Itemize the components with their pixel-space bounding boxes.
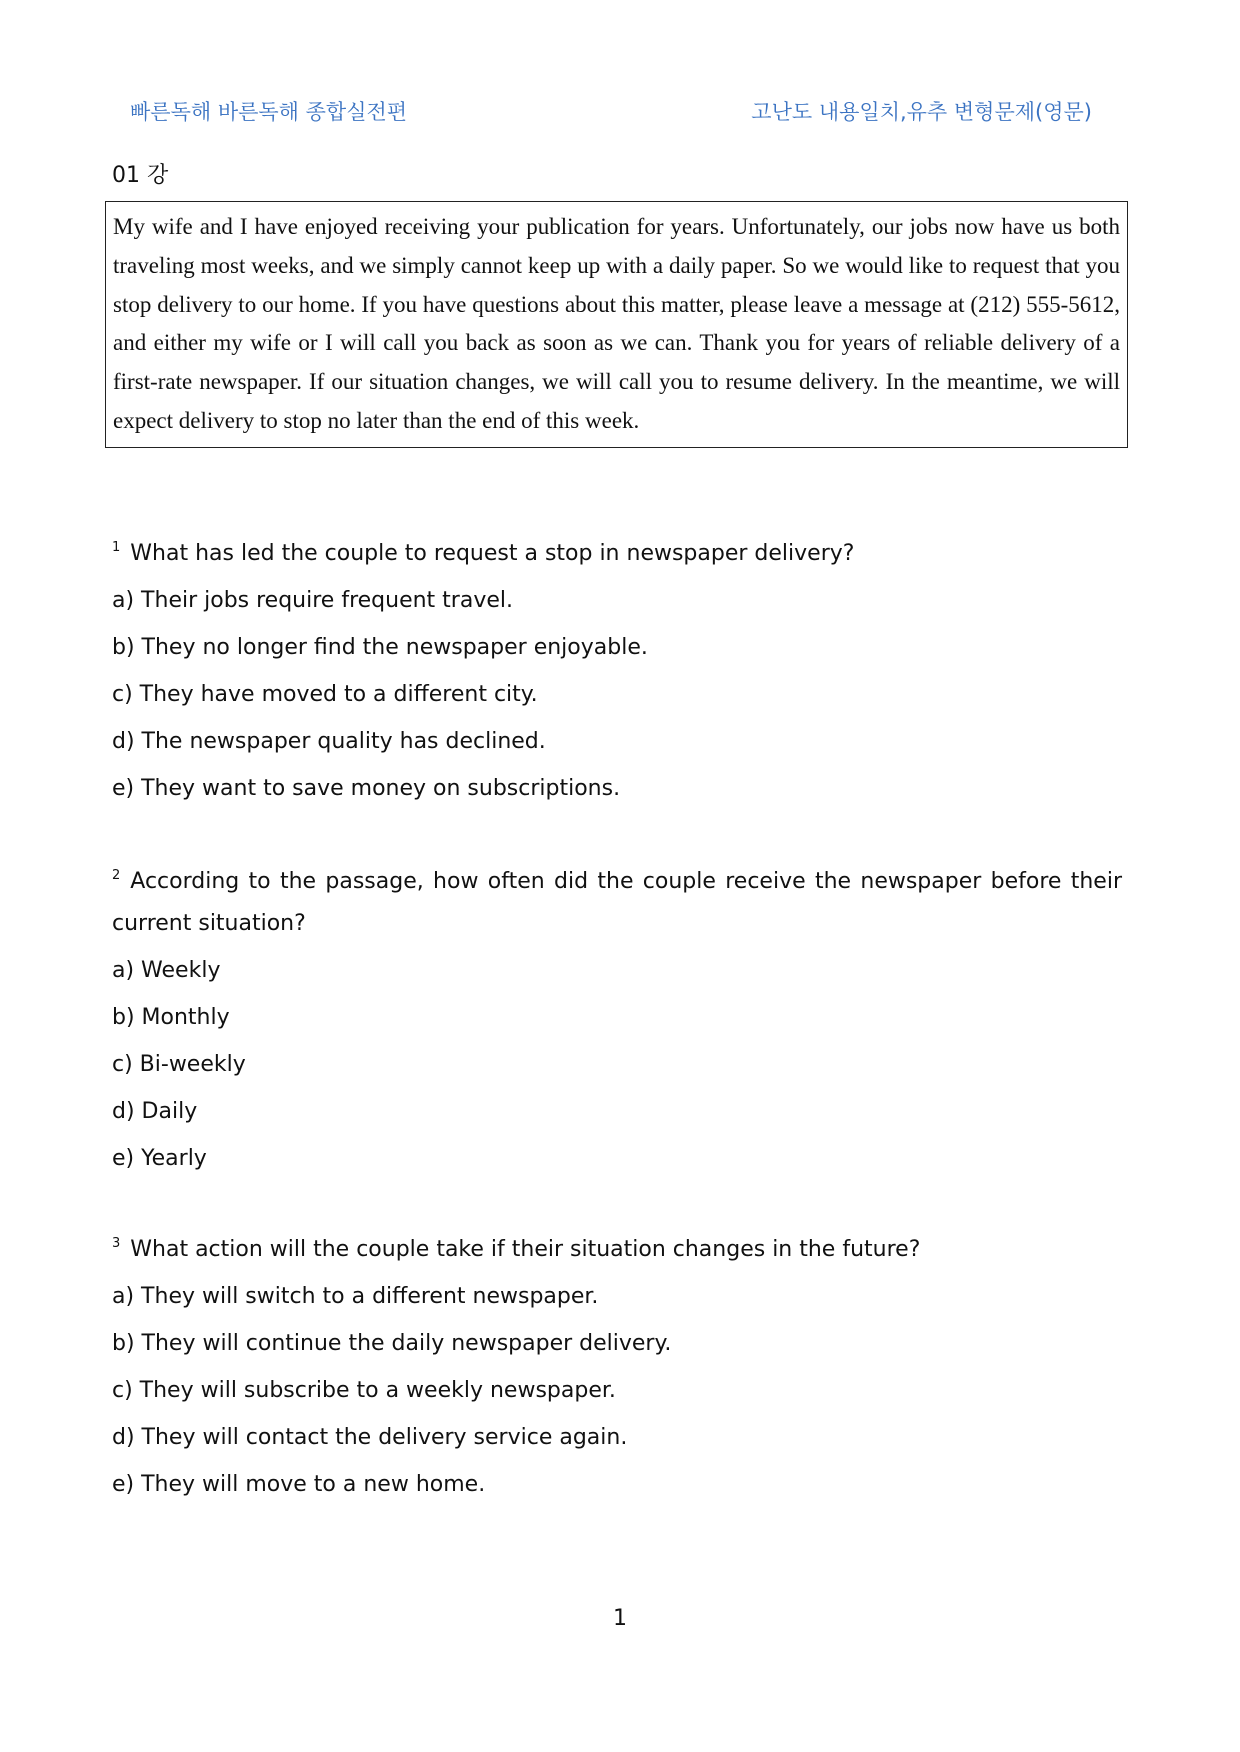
page-header [130, 96, 1110, 130]
option-d[interactable]: d) Daily [112, 1099, 198, 1124]
question-stem [112, 861, 1122, 945]
question-2 [112, 861, 1122, 1185]
option-e[interactable]: e) Yearly [112, 1146, 207, 1171]
option-a[interactable]: a) They will switch to a different newspaper. [112, 1284, 599, 1309]
question-stem [112, 1229, 1122, 1271]
question-number: 2 [112, 868, 121, 883]
question-text: What action will the couple take if their situation changes in the future? [130, 1237, 921, 1262]
question-text: What has led the couple to request a stop in newspaper delivery? [130, 541, 855, 566]
page-number: 1 [613, 1606, 627, 1631]
option-list [112, 580, 1122, 815]
option-b[interactable]: b) They will continue the daily newspaper delivery. [112, 1331, 672, 1356]
question-1 [112, 533, 1122, 815]
option-d[interactable]: d) The newspaper quality has declined. [112, 729, 546, 754]
lesson-title: 01 강 [112, 163, 169, 188]
option-e[interactable]: e) They will move to a new home. [112, 1472, 486, 1497]
option-c[interactable]: c) They will subscribe to a weekly newspaper. [112, 1378, 616, 1403]
question-number: 3 [112, 1236, 121, 1251]
question-stem [112, 533, 1122, 575]
header-section-title: 고난도 내용일치,유추 변형문제(영문) [751, 100, 1092, 124]
question-number: 1 [112, 540, 121, 555]
header-book-title: 빠른독해 바른독해 종합실전편 [130, 100, 408, 124]
option-c[interactable]: c) Bi-weekly [112, 1052, 246, 1077]
passage-box: My wife and I have enjoyed receiving your publication for years. Unfortunately, our jobs now have us both traveling most weeks, and we simply cannot keep up with a daily paper. So we would like to request that you stop delivery to our home. If you have questions about this matter, please leave a message at (212) 555-5612, and either my wife or I will call you back as soon as we can. Thank you for years of reliable delivery of a first-rate newspaper. If our situation changes, we will call you to resume delivery. In the meantime, we will expect delivery to stop no later than the end of this week. [105, 201, 1128, 448]
option-list [112, 1276, 1122, 1511]
question-text: According to the passage, how often did the couple receive the newspaper before their current situation? [112, 869, 1122, 936]
option-a[interactable]: a) Their jobs require frequent travel. [112, 588, 513, 613]
option-b[interactable]: b) Monthly [112, 1005, 230, 1030]
option-a[interactable]: a) Weekly [112, 958, 221, 983]
question-3 [112, 1229, 1122, 1511]
option-b[interactable]: b) They no longer find the newspaper enjoyable. [112, 635, 648, 660]
option-e[interactable]: e) They want to save money on subscriptions. [112, 776, 621, 801]
option-c[interactable]: c) They have moved to a different city. [112, 682, 538, 707]
option-d[interactable]: d) They will contact the delivery service again. [112, 1425, 628, 1450]
option-list [112, 950, 1122, 1185]
